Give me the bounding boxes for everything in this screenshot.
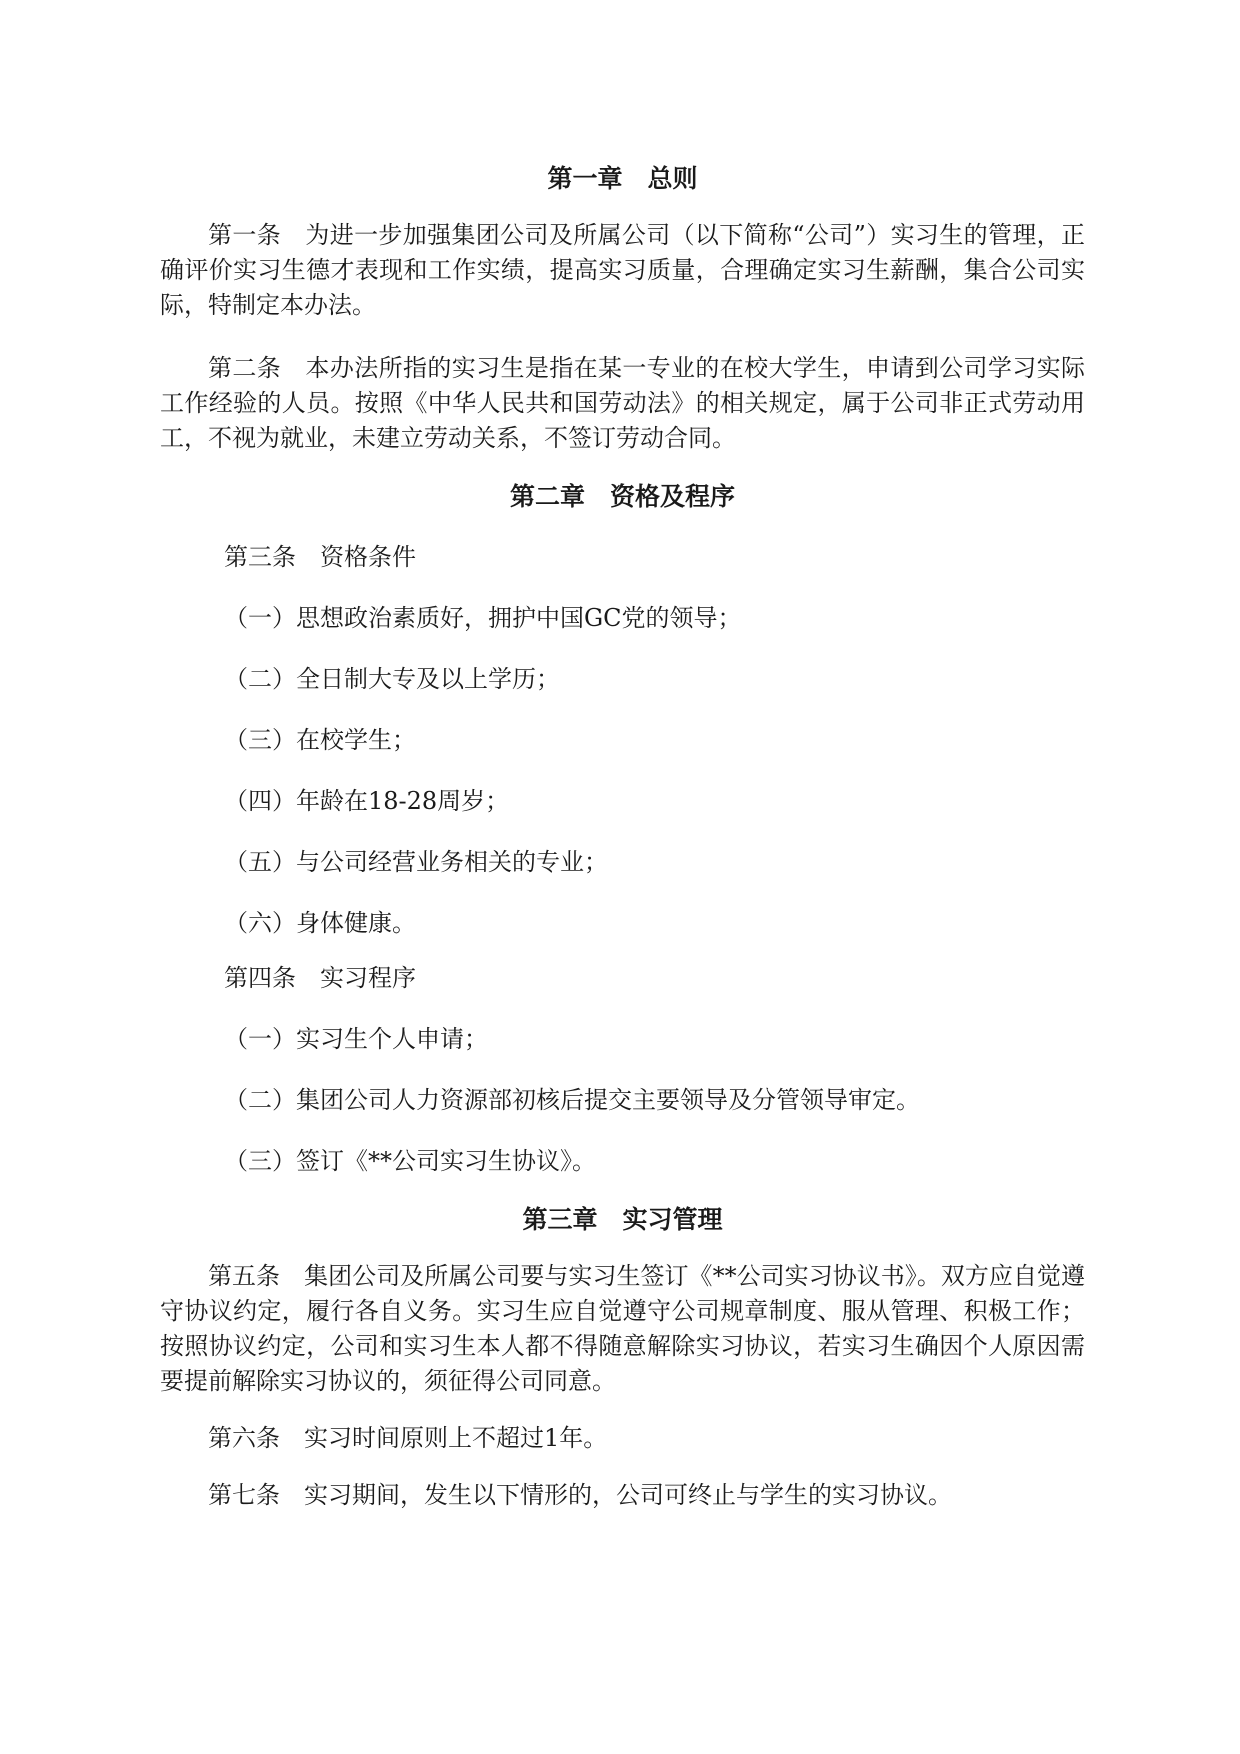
article-3-item: （一）思想政治素质好，拥护中国GC党的领导； (224, 604, 742, 632)
chapter-1-title: 第一章 总则 (547, 164, 698, 193)
document-body (160, 160, 1085, 1513)
article-7: 第七条 实习期间，发生以下情形的，公司可终止与学生的实习协议。 (208, 1481, 952, 1509)
article-3-item: （四）年龄在18-28周岁； (224, 787, 510, 815)
article-4-item: （二）集团公司人力资源部初核后提交主要领导及分管领导审定。 (224, 1086, 920, 1114)
article-3-item: （三）在校学生； (224, 726, 416, 754)
article-3-heading: 第三条 资格条件 (224, 543, 416, 571)
chapter-3-title: 第三章 实习管理 (522, 1205, 723, 1234)
article-6: 第六条 实习时间原则上不超过1年。 (208, 1424, 608, 1452)
article-4-item: （三）签订《**公司实习生协议》。 (224, 1147, 596, 1175)
chapter-2-title: 第二章 资格及程序 (509, 482, 735, 511)
article-4-heading: 第四条 实习程序 (224, 964, 416, 992)
article-3-item: （二）全日制大专及以上学历； (224, 665, 560, 693)
article-5: 第五条 集团公司及所属公司要与实习生签订《**公司实习协议书》。双方应自觉遵守协议约定，履行各自义务。实习生应自觉遵守公司规章制度、服从管理、积极工作；按照协议约定，公司和实习生本人都不得随意解除实习协议，若实习生确因个人原因需要提前解除实习协议的，须征得公司同意。 (160, 1262, 1085, 1395)
article-3-item: （六）身体健康。 (224, 909, 416, 937)
article-2: 第二条 本办法所指的实习生是指在某一专业的在校大学生，申请到公司学习实际工作经验的人员。按照《中华人民共和国劳动法》的相关规定，属于公司非正式劳动用工，不视为就业，未建立劳动关系，不签订劳动合同。 (160, 354, 1085, 452)
article-4-item: （一）实习生个人申请； (224, 1025, 488, 1053)
article-3-item: （五）与公司经营业务相关的专业； (224, 848, 608, 876)
article-1: 第一条 为进一步加强集团公司及所属公司（以下简称“公司”）实习生的管理，正确评价实习生德才表现和工作实绩，提高实习质量，合理确定实习生薪酬，集合公司实际，特制定本办法。 (160, 221, 1085, 319)
